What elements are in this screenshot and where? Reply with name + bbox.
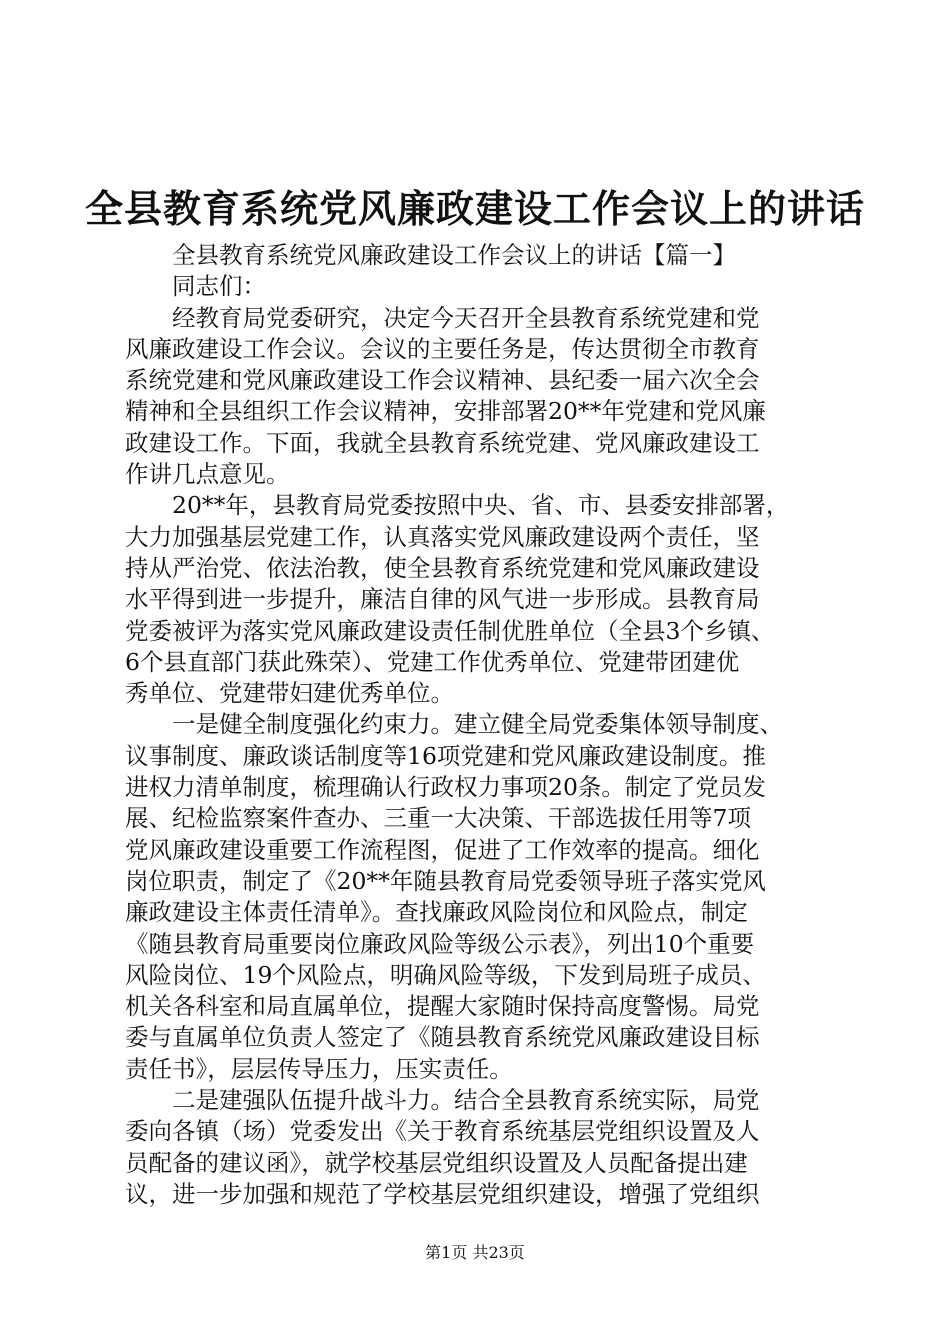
document-title: 全县教育系统党风廉政建设工作会议上的讲话 — [84, 187, 865, 231]
section-heading: 全县教育系统党风廉政建设工作会议上的讲话【篇一】 — [172, 241, 736, 269]
paragraph-summary: 20**年，县教育局党委按照中央、省、市、县委安排部署， 大力加强基层党建工作，认真落实党风廉政建设两个责任，坚 持从严治党、依法治教，使全县教育系统党建和党风廉政建设 水平得到进一步提升，廉洁自律的风气进一步形成。县教育局 党委被评为落实党风廉政建设责任制优胜单位（全县3个乡镇、 6个县直部门获此殊荣）、党建工作优秀单位、党建带团建优 秀单位、党建带妇建优秀单位。 — [125, 491, 790, 708]
paragraph-point-one: 一是健全制度强化约束力。建立健全局党委集体领导制度、 议事制度、廉政谈话制度等16项党建和党风廉政建设制度。推 进权力清单制度，梳理确认行政权力事项20条。制定了党员发 展、纪检监察案件查办、三重一大决策、干部选拔任用等7项 党风廉政建设重要工作流程图，促进了工作效率的提高。细化 岗位职责，制定了《20**年随县教育局党委领导班子落实党风 廉政建设主体责任清单》。查找廉政风险岗位和风险点，制定 《随县教育局重要岗位廉政风险等级公示表》，列出10个重要 风险岗位、19个风险点，明确风险等级，下发到局班子成员、 机关各科室和局直属单位，提醒大家随时保持高度警惕。局党 委与直属单位负责人签定了《随县教育系统党风廉政建设目标 责任书》，层层传导压力，压实责任。 — [125, 710, 783, 1083]
page-footer: 第1页 共23页 — [425, 1243, 525, 1262]
paragraph-intro: 经教育局党委研究，决定今天召开全县教育系统党建和党 风廉政建设工作会议。会议的主要任务是，传达贯彻全市教育 系统党建和党风廉政建设工作会议精神、县纪委一届六次全会 精神和全县组织工作会议精神，安排部署20**年党建和党风廉 政建设工作。下面，我就全县教育系统党建、党风廉政建设工 作讲几点意见。 — [125, 303, 766, 489]
document-body — [125, 240, 835, 1210]
salutation: 同志们： — [172, 272, 266, 301]
paragraph-point-two: 二是建强队伍提升战斗力。结合全县教育系统实际，局党 委向各镇（场）党委发出《关于教育系统基层党组织设置及人 员配备的建议函》，就学校基层党组织设置及人员配备提出建 议，进一步加强和规范了学校基层党组织建设，增强了党组织 — [125, 1086, 760, 1208]
